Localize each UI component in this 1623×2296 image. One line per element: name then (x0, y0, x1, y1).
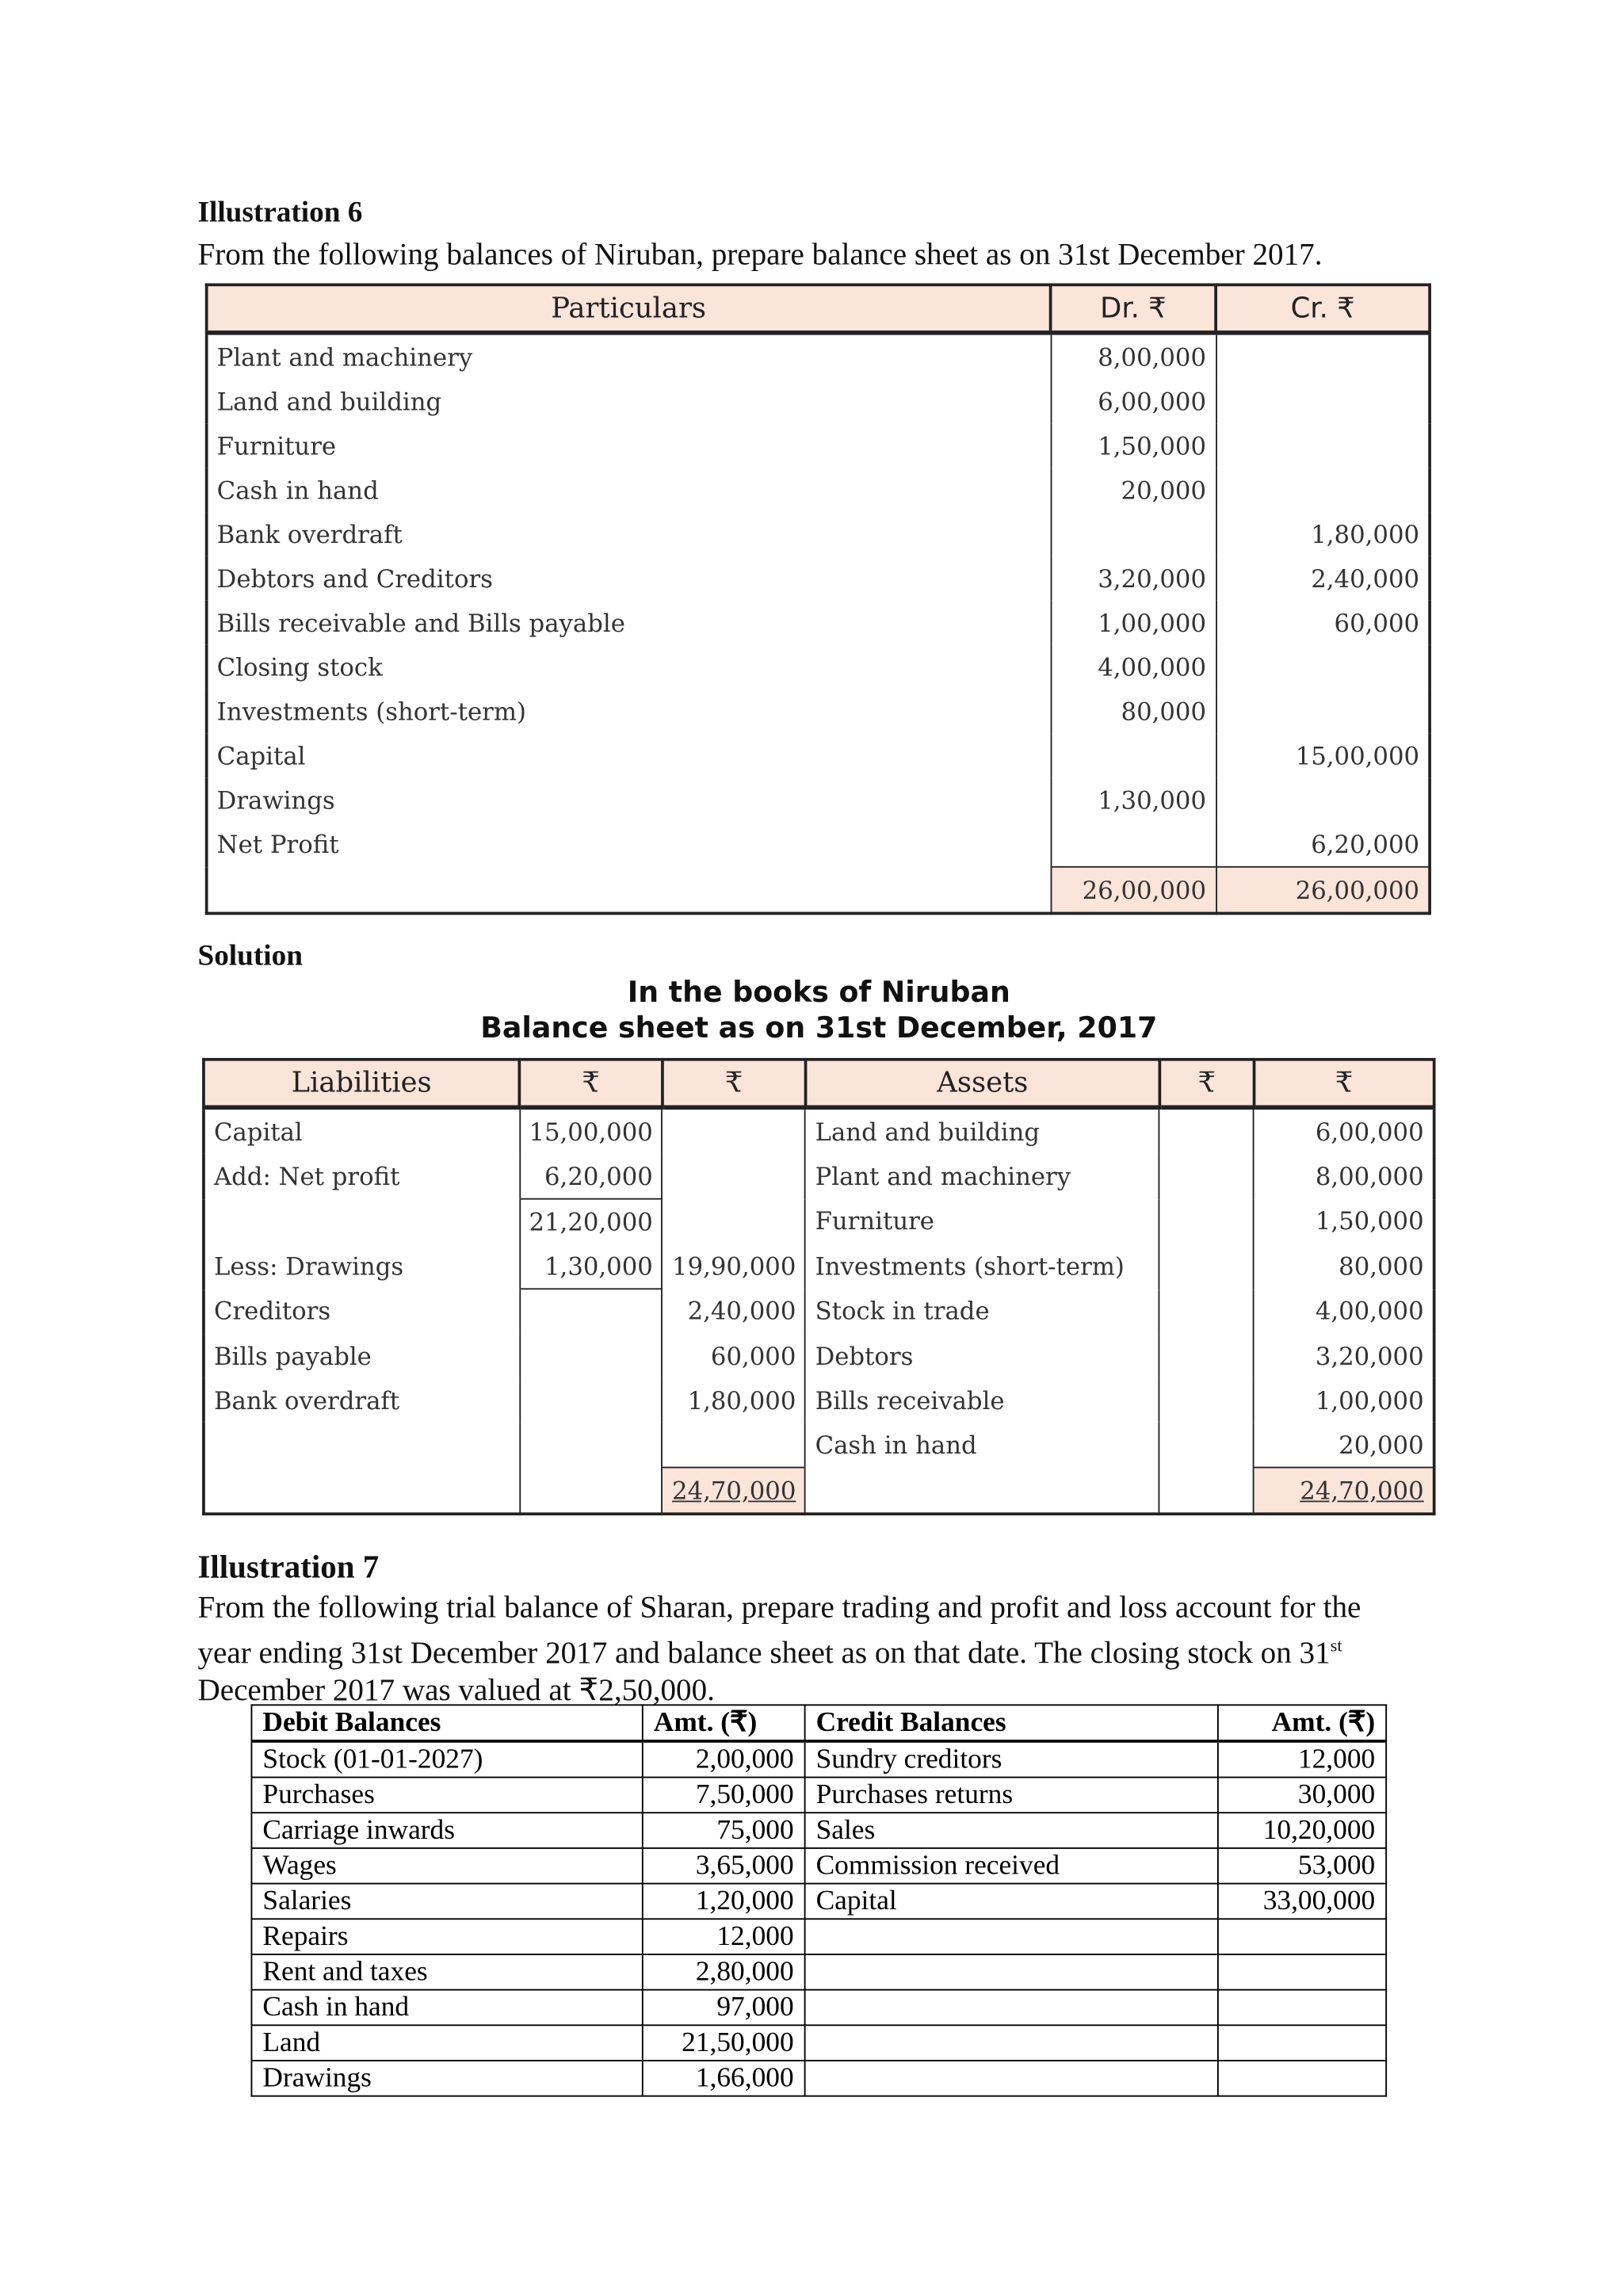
liability-cell (204, 1423, 519, 1468)
table-row (207, 423, 1430, 468)
amount-cell (663, 1423, 806, 1468)
asset-cell: Cash in hand (805, 1423, 1159, 1468)
amount-cell: 1,00,000 (1254, 1378, 1434, 1423)
debit-amount: 21,50,000 (643, 2025, 805, 2061)
amount-cell: 1,80,000 (663, 1378, 806, 1423)
dr-cell: 1,30,000 (1051, 777, 1216, 822)
table-row (251, 1954, 1386, 1990)
table-row (207, 379, 1430, 423)
dr-cell (1051, 822, 1216, 867)
credit-amount (1218, 2061, 1386, 2096)
credit-item: Purchases returns (805, 1778, 1218, 1813)
debit-item: Rent and taxes (251, 1954, 642, 1990)
table-row (251, 2025, 1386, 2061)
table-row (207, 512, 1430, 556)
dr-cell: 20,000 (1051, 468, 1216, 512)
asset-cell: Bills receivable (805, 1378, 1159, 1423)
credit-amount: 10,20,000 (1218, 1813, 1386, 1848)
table-row (207, 645, 1430, 690)
cr-cell: 60,000 (1216, 601, 1430, 645)
amount-cell (663, 1199, 806, 1244)
debit-item: Repairs (251, 1919, 642, 1954)
empty-cell (1159, 1468, 1254, 1515)
table-row (251, 2061, 1386, 2096)
credit-item (805, 2025, 1218, 2061)
illustration-6-heading: Illustration 6 (197, 196, 363, 229)
liability-cell: Add: Net profit (204, 1154, 519, 1199)
header-rupee-1: ₹ (519, 1060, 663, 1108)
liabilities-total (663, 1468, 806, 1515)
particulars-cell: Furniture (207, 423, 1051, 468)
cr-total: 26,00,000 (1216, 867, 1430, 914)
dr-cell: 1,50,000 (1051, 423, 1216, 468)
dr-cell: 8,00,000 (1051, 333, 1216, 380)
credit-item: Capital (805, 1884, 1218, 1920)
amount-cell (1159, 1154, 1254, 1199)
text-line: From the following trial balance of Sharan, prepare trading and profit and loss account for the (197, 1589, 1361, 1625)
cr-cell (1216, 468, 1430, 512)
table-row (204, 1378, 1434, 1423)
cr-cell (1216, 689, 1430, 733)
cr-cell: 1,80,000 (1216, 512, 1430, 556)
assets-total (1254, 1468, 1434, 1515)
table-row (251, 1884, 1386, 1920)
amount-cell: 21,20,000 (519, 1199, 663, 1244)
dr-cell: 1,00,000 (1051, 601, 1216, 645)
amount-cell (1159, 1423, 1254, 1468)
amount-cell (1159, 1378, 1254, 1423)
particulars-cell: Drawings (207, 777, 1051, 822)
liability-cell: Less: Drawings (204, 1244, 519, 1289)
debit-amount: 2,80,000 (643, 1954, 805, 1990)
balance-sheet-table (202, 1058, 1435, 1515)
amount-cell (663, 1107, 806, 1154)
superscript: st (1330, 1633, 1342, 1656)
debit-amount: 75,000 (643, 1813, 805, 1848)
particulars-cell: Net Profit (207, 822, 1051, 867)
table-row (251, 1741, 1386, 1778)
debit-amount: 1,20,000 (643, 1884, 805, 1920)
credit-amount (1218, 1990, 1386, 2026)
debit-item: Wages (251, 1848, 642, 1884)
table-row (207, 333, 1430, 380)
amount-cell: 60,000 (663, 1334, 806, 1378)
header-assets: Assets (805, 1060, 1159, 1108)
debit-amount: 1,66,000 (643, 2061, 805, 2096)
text-line: December 2017 was valued at ₹2,50,000. (197, 1671, 715, 1708)
credit-amount: 30,000 (1218, 1778, 1386, 1813)
debit-item: Stock (01-01-2027) (251, 1741, 642, 1778)
amount-cell: 4,00,000 (1254, 1289, 1434, 1334)
dr-cell: 3,20,000 (1051, 556, 1216, 601)
amount-cell: 19,90,000 (663, 1244, 806, 1289)
credit-item (805, 1954, 1218, 1990)
assets-total-value: 24,70,000 (1300, 1476, 1424, 1505)
amount-cell (519, 1423, 663, 1468)
header-liabilities: Liabilities (204, 1060, 519, 1108)
amount-cell: 8,00,000 (1254, 1154, 1434, 1199)
header-rupee-2: ₹ (663, 1060, 806, 1108)
liability-cell: Bank overdraft (204, 1378, 519, 1423)
empty-cell (204, 1468, 519, 1515)
table-row (204, 1154, 1434, 1199)
amount-cell: 15,00,000 (519, 1107, 663, 1154)
credit-amount (1218, 1954, 1386, 1990)
amount-cell (519, 1334, 663, 1378)
amount-cell (1159, 1334, 1254, 1378)
trial-balance-table (251, 1704, 1388, 2096)
credit-amount (1218, 2025, 1386, 2061)
amount-cell (519, 1289, 663, 1334)
header-amt-debit: Amt. (₹) (643, 1705, 805, 1741)
asset-cell: Investments (short-term) (805, 1244, 1159, 1289)
table-row (204, 1423, 1434, 1468)
total-row (204, 1468, 1434, 1515)
dr-cell (1051, 512, 1216, 556)
particulars-cell: Capital (207, 733, 1051, 777)
header-amt-credit: Amt. (₹) (1218, 1705, 1386, 1741)
table-row (207, 468, 1430, 512)
debit-item: Drawings (251, 2061, 642, 2096)
asset-cell: Plant and machinery (805, 1154, 1159, 1199)
amount-cell (1159, 1199, 1254, 1244)
table-row (251, 1848, 1386, 1884)
cr-cell: 15,00,000 (1216, 733, 1430, 777)
illustration-6-text: From the following balances of Niruban, prepare balance sheet as on 31st December 2017. (197, 235, 1323, 272)
table-row (204, 1289, 1434, 1334)
solution-title-1: In the books of Niruban (627, 975, 1010, 1010)
header-dr: Dr. ₹ (1051, 285, 1216, 333)
credit-item: Commission received (805, 1848, 1218, 1884)
particulars-cell: Land and building (207, 379, 1051, 423)
debit-item: Land (251, 2025, 642, 2061)
solution-title-2: Balance sheet as on 31st December, 2017 (480, 1010, 1158, 1045)
amount-cell: 3,20,000 (1254, 1334, 1434, 1378)
cr-cell (1216, 379, 1430, 423)
credit-item: Sundry creditors (805, 1741, 1218, 1778)
liability-cell (204, 1199, 519, 1244)
amount-cell: 1,30,000 (519, 1244, 663, 1289)
table-row (207, 733, 1430, 777)
dr-cell: 6,00,000 (1051, 379, 1216, 423)
liability-cell: Bills payable (204, 1334, 519, 1378)
text-line (197, 1627, 1361, 1672)
dr-cell: 80,000 (1051, 689, 1216, 733)
table-row (204, 1199, 1434, 1244)
balances-table (205, 283, 1431, 915)
cr-cell: 6,20,000 (1216, 822, 1430, 867)
debit-item: Salaries (251, 1884, 642, 1920)
liability-cell: Capital (204, 1107, 519, 1154)
header-rupee-3: ₹ (1159, 1060, 1254, 1108)
amount-cell: 20,000 (1254, 1423, 1434, 1468)
asset-cell: Furniture (805, 1199, 1159, 1244)
credit-item: Sales (805, 1813, 1218, 1848)
asset-cell: Debtors (805, 1334, 1159, 1378)
illustration-7-text (197, 1589, 1361, 1710)
table-row (207, 556, 1430, 601)
debit-amount: 7,50,000 (643, 1778, 805, 1813)
amount-cell: 1,50,000 (1254, 1199, 1434, 1244)
table-row (207, 777, 1430, 822)
liabilities-total-value: 24,70,000 (672, 1476, 796, 1505)
credit-item (805, 2061, 1218, 2096)
cr-cell (1216, 645, 1430, 690)
particulars-cell: Cash in hand (207, 468, 1051, 512)
credit-item (805, 1919, 1218, 1954)
amount-cell (1159, 1244, 1254, 1289)
dr-cell (1051, 733, 1216, 777)
cr-cell (1216, 333, 1430, 380)
debit-item: Carriage inwards (251, 1813, 642, 1848)
credit-amount: 53,000 (1218, 1848, 1386, 1884)
amount-cell: 80,000 (1254, 1244, 1434, 1289)
table-row (207, 822, 1430, 867)
header-credit: Credit Balances (805, 1705, 1218, 1741)
dr-total: 26,00,000 (1051, 867, 1216, 914)
debit-amount: 2,00,000 (643, 1741, 805, 1778)
dr-cell: 4,00,000 (1051, 645, 1216, 690)
debit-item: Purchases (251, 1778, 642, 1813)
table-row (204, 1334, 1434, 1378)
credit-amount: 33,00,000 (1218, 1884, 1386, 1920)
credit-amount (1218, 1919, 1386, 1954)
cr-cell (1216, 423, 1430, 468)
amount-cell: 2,40,000 (663, 1289, 806, 1334)
amount-cell: 6,20,000 (519, 1154, 663, 1199)
amount-cell (1159, 1107, 1254, 1154)
cr-cell: 2,40,000 (1216, 556, 1430, 601)
debit-item: Cash in hand (251, 1990, 642, 2026)
total-row (207, 867, 1430, 914)
empty-cell (805, 1468, 1159, 1515)
header-rupee-4: ₹ (1254, 1060, 1434, 1108)
credit-amount: 12,000 (1218, 1741, 1386, 1778)
text-line-content: year ending 31st December 2017 and balance sheet as on that date. The closing stock on 31 (197, 1633, 1331, 1670)
amount-cell (663, 1154, 806, 1199)
table-row (204, 1107, 1434, 1154)
particulars-cell: Bank overdraft (207, 512, 1051, 556)
amount-cell: 6,00,000 (1254, 1107, 1434, 1154)
amount-cell (1159, 1289, 1254, 1334)
particulars-cell: Closing stock (207, 645, 1051, 690)
table-row (251, 1778, 1386, 1813)
table-row (251, 1919, 1386, 1954)
asset-cell: Stock in trade (805, 1289, 1159, 1334)
cr-cell (1216, 777, 1430, 822)
table-row (204, 1244, 1434, 1289)
header-debit: Debit Balances (251, 1705, 642, 1741)
table-row (207, 601, 1430, 645)
total-label (207, 867, 1051, 914)
asset-cell: Land and building (805, 1107, 1159, 1154)
particulars-cell: Debtors and Creditors (207, 556, 1051, 601)
table-row (251, 1990, 1386, 2026)
particulars-cell: Investments (short-term) (207, 689, 1051, 733)
solution-heading: Solution (197, 939, 303, 972)
table-row (251, 1813, 1386, 1848)
particulars-cell: Plant and machinery (207, 333, 1051, 380)
credit-item (805, 1990, 1218, 2026)
liability-cell: Creditors (204, 1289, 519, 1334)
header-cr: Cr. ₹ (1216, 285, 1430, 333)
table-row (207, 689, 1430, 733)
debit-amount: 12,000 (643, 1919, 805, 1954)
illustration-7-heading: Illustration 7 (197, 1548, 380, 1585)
empty-cell (519, 1468, 663, 1515)
amount-cell (519, 1378, 663, 1423)
header-particulars: Particulars (207, 285, 1051, 333)
debit-amount: 97,000 (643, 1990, 805, 2026)
debit-amount: 3,65,000 (643, 1848, 805, 1884)
particulars-cell: Bills receivable and Bills payable (207, 601, 1051, 645)
